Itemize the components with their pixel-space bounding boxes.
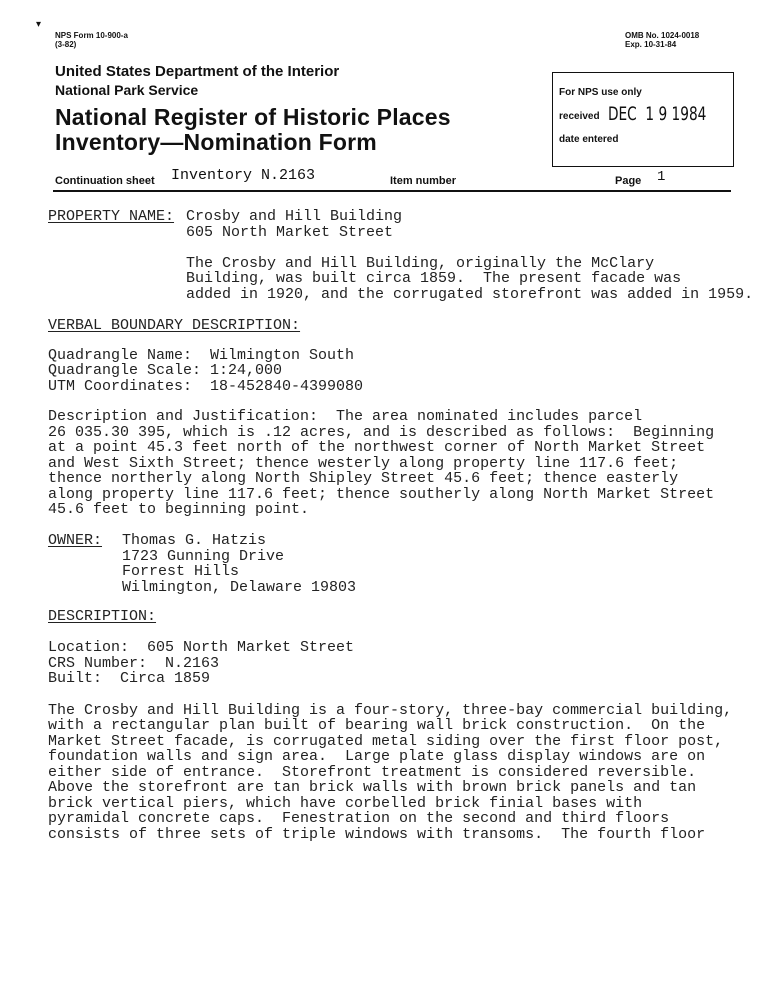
boundary-description-line: Description and Justification: The area nominated includes parcel — [48, 408, 643, 425]
form-number: NPS Form 10-900-a — [55, 31, 128, 40]
boundary-heading: VERBAL BOUNDARY DESCRIPTION: — [48, 317, 301, 334]
nps-use-heading: For NPS use only — [559, 87, 642, 98]
owner-line: 1723 Gunning Drive — [122, 548, 285, 565]
summary-line: The Crosby and Hill Building, originally the McClary — [186, 255, 655, 272]
form-title-line1: National Register of Historic Places — [55, 104, 451, 130]
summary-line: Building, was built circa 1859. The present facade was — [186, 270, 682, 287]
location-line: Location: 605 North Market Street — [48, 639, 355, 656]
corner-mark: ▾ — [36, 19, 42, 30]
quadrangle-name: Quadrangle Name: Wilmington South — [48, 347, 355, 364]
description-body-line: consists of three sets of triple windows with transoms. The fourth floor — [48, 826, 706, 843]
omb-number: OMB No. 1024-0018 — [625, 31, 700, 40]
summary-line: added in 1920, and the corrugated storefront was added in 1959. — [186, 286, 754, 303]
boundary-description-line: 45.6 feet to beginning point. — [48, 501, 310, 518]
property-address: 605 North Market Street — [186, 224, 394, 241]
boundary-description-line: thence northerly along North Shipley Street 45.6 feet; thence easterly — [48, 470, 679, 487]
page-number: 1 — [657, 169, 666, 185]
property-name-label: PROPERTY NAME: — [48, 208, 175, 225]
continuation-sheet-value: Inventory N.2163 — [171, 167, 316, 184]
boundary-description-line: and West Sixth Street; thence westerly along property line 117.6 feet; — [48, 455, 679, 472]
description-body-line: Market Street facade, is corrugated metal siding over the first floor post, — [48, 733, 724, 750]
owner-line: Forrest Hills — [122, 563, 240, 580]
description-body-line: brick vertical piers, which have corbelled brick finial bases with — [48, 795, 643, 812]
description-body-line: either side of entrance. Storefront treatment is considered reversible. — [48, 764, 697, 781]
continuation-sheet-label: Continuation sheet — [55, 175, 155, 187]
owner-line: Thomas G. Hatzis — [122, 532, 267, 549]
description-body-line: with a rectangular plan built of bearing wall brick construction. On the — [48, 717, 706, 734]
boundary-description-line: along property line 117.6 feet; thence southerly along North Market Street — [48, 486, 715, 503]
department-name: United States Department of the Interior — [55, 63, 340, 80]
boundary-description-line: at a point 45.3 feet north of the northwest corner of North Market Street — [48, 439, 706, 456]
owner-line: Wilmington, Delaware 19803 — [122, 579, 357, 596]
date-entered-label: date entered — [559, 134, 619, 145]
description-heading: DESCRIPTION: — [48, 608, 157, 625]
description-body-line: foundation walls and sign area. Large plate glass display windows are on — [48, 748, 706, 765]
page-label: Page — [615, 175, 642, 187]
crs-number-line: CRS Number: N.2163 — [48, 655, 220, 672]
form-title-line2: Inventory—Nomination Form — [55, 129, 377, 155]
form-date: (3-82) — [55, 40, 77, 49]
item-number-label: Item number — [390, 175, 457, 187]
utm-coordinates: UTM Coordinates: 18-452840-4399080 — [48, 378, 364, 395]
expiration-date: Exp. 10-31-84 — [625, 40, 677, 49]
description-body-line: pyramidal concrete caps. Fenestration on the second and third floors — [48, 810, 670, 827]
received-label: received — [559, 111, 600, 122]
service-name: National Park Service — [55, 82, 199, 98]
boundary-description-line: 26 035.30 395, which is .12 acres, and is described as follows: Beginning — [48, 424, 715, 441]
owner-label: OWNER: — [48, 532, 103, 549]
description-body-line: The Crosby and Hill Building is a four-story, three-bay commercial building, — [48, 702, 733, 719]
built-line: Built: Circa 1859 — [48, 670, 211, 687]
header-rule — [53, 190, 731, 192]
quadrangle-scale: Quadrangle Scale: 1:24,000 — [48, 362, 283, 379]
description-body-line: Above the storefront are tan brick walls with brown brick panels and tan — [48, 779, 697, 796]
property-name: Crosby and Hill Building — [186, 208, 403, 225]
received-stamp: DEC 1 9 1984 — [608, 103, 707, 125]
